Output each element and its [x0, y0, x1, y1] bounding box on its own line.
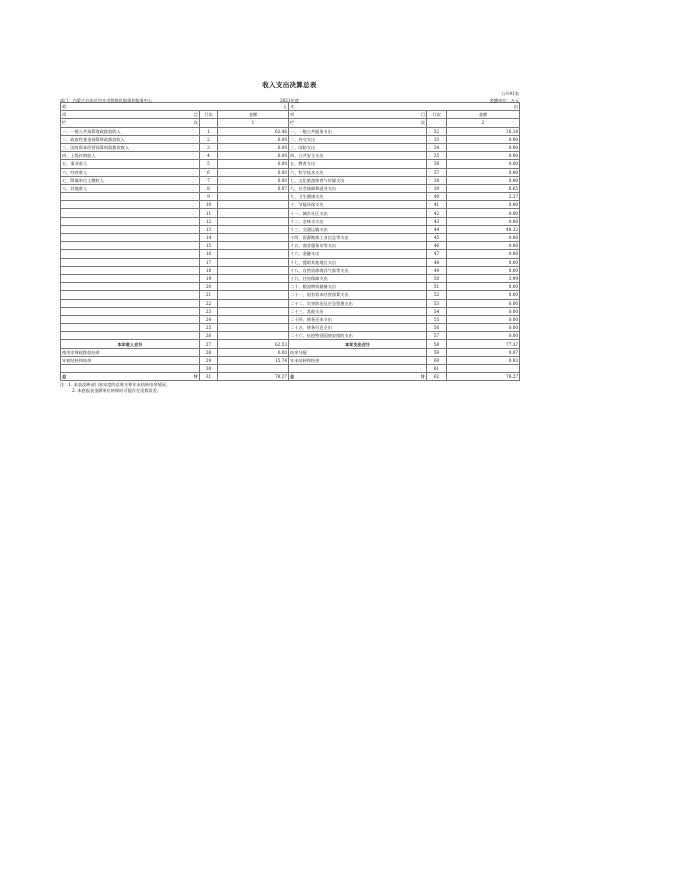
- income-line-no: 9: [200, 193, 218, 201]
- table-row: [61, 201, 520, 209]
- income-line-no: 7: [200, 176, 218, 184]
- extra-rows: [61, 348, 520, 373]
- income-section-label-2: 入: [282, 104, 288, 110]
- table-row: [61, 152, 520, 160]
- income-item-name: [61, 324, 200, 332]
- amount-header: 金额: [218, 111, 289, 119]
- expense-line-no: 33: [427, 135, 447, 143]
- income-amount: [218, 365, 289, 373]
- expense-line-no: 50: [427, 274, 447, 282]
- income-item-name: [61, 193, 200, 201]
- income-amount: [218, 299, 289, 307]
- expense-line-no: 32: [427, 127, 447, 135]
- summary-table: [60, 102, 520, 381]
- final-accounts-sheet: [60, 80, 519, 394]
- income-line-no: 2: [200, 135, 218, 143]
- expense-line-no: 53: [427, 299, 447, 307]
- income-line-no: 23: [200, 307, 218, 315]
- income-line-no: 22: [200, 299, 218, 307]
- income-item-name: [61, 299, 200, 307]
- expense-amount: 0.00: [447, 250, 520, 258]
- income-item-name: 四、上级补助收入: [61, 152, 200, 160]
- grand-total-in-label-2: 计: [193, 374, 198, 380]
- expense-item-name: 十四、资源勘探工业信息等支出: [289, 234, 427, 242]
- income-line-no: 12: [200, 217, 218, 225]
- expense-item-name: 六、科学技术支出: [289, 168, 427, 176]
- income-total-line: 27: [200, 340, 218, 348]
- table-row: [61, 258, 520, 266]
- table-row: [61, 365, 520, 373]
- income-amount: 0.00: [218, 143, 289, 151]
- income-amount: [218, 324, 289, 332]
- expense-item-name: 十五、商业服务业等支出: [289, 242, 427, 250]
- income-line-no: 13: [200, 225, 218, 233]
- expense-section-label: 支: [290, 104, 295, 110]
- expense-amount: 0.00: [447, 234, 520, 242]
- expense-amount: 0.00: [447, 168, 520, 176]
- table-row: [61, 283, 520, 291]
- expense-line-no: 35: [427, 152, 447, 160]
- table-row: [61, 315, 520, 323]
- grand-total-in-label: 总: [62, 374, 67, 380]
- income-item-name: 使用非财政拨款结余: [61, 348, 200, 356]
- expense-item-name: 十、节能环保支出: [289, 201, 427, 209]
- income-line-no: 16: [200, 250, 218, 258]
- income-amount: 0.00: [218, 348, 289, 356]
- expense-amount: 0.00: [447, 299, 520, 307]
- table-row: [61, 193, 520, 201]
- col-header: 栏: [62, 120, 67, 126]
- income-amount: [218, 225, 289, 233]
- income-line-no: 17: [200, 258, 218, 266]
- grand-total-row: [61, 373, 520, 381]
- expense-line-no: 42: [427, 209, 447, 217]
- table-row: [61, 143, 520, 151]
- income-item-name: [61, 250, 200, 258]
- item-header: 项: [62, 112, 67, 118]
- income-item-name: 七、附属单位上缴收入: [61, 176, 200, 184]
- table-row: [61, 209, 520, 217]
- expense-item-name: 十七、援助其他地区支出: [289, 258, 427, 266]
- expense-item-name: 十六、金融支出: [289, 250, 427, 258]
- item-header-exp: 项: [290, 112, 295, 118]
- income-amount: [218, 315, 289, 323]
- income-amount: 0.00: [218, 168, 289, 176]
- income-line-no: 14: [200, 234, 218, 242]
- expense-item-name: [289, 365, 427, 373]
- income-item-name: [61, 365, 200, 373]
- expense-line-no: 40: [427, 193, 447, 201]
- table-row: [61, 299, 520, 307]
- table-row: [61, 217, 520, 225]
- income-item-name: [61, 225, 200, 233]
- income-line-no: 18: [200, 266, 218, 274]
- table-row: [61, 168, 520, 176]
- income-line-no: 26: [200, 332, 218, 340]
- table-row: [61, 324, 520, 332]
- expense-amount: 0.07: [447, 348, 520, 356]
- income-line-no: 11: [200, 209, 218, 217]
- income-total-label: 本年收入合计: [61, 340, 200, 348]
- income-line-no: 19: [200, 274, 218, 282]
- header-row-col-index: [61, 119, 520, 127]
- income-item-name: 八、其他收入: [61, 184, 200, 192]
- expense-amount: 48.32: [447, 225, 520, 233]
- income-amount: [218, 234, 289, 242]
- table-row: [61, 274, 520, 282]
- unit-label: 金额单位：万元: [489, 98, 519, 103]
- expense-amount: 0.00: [447, 160, 520, 168]
- expense-item-name: 十八、自然资源海洋气象等支出: [289, 266, 427, 274]
- expense-item-name: 三、国防支出: [289, 143, 427, 151]
- income-item-name: [61, 234, 200, 242]
- totals: [61, 340, 520, 348]
- income-amount: 0.00: [218, 176, 289, 184]
- income-line-no: 3: [200, 143, 218, 151]
- expense-amount: 0.00: [447, 135, 520, 143]
- table-row: [61, 266, 520, 274]
- expense-line-no: 41: [427, 201, 447, 209]
- table-row: [61, 307, 520, 315]
- department-label: 部门：内蒙古自治区包头市铁路民航事业服务中心: [60, 98, 153, 103]
- table-row: [61, 160, 520, 168]
- expense-amount: 0.00: [447, 242, 520, 250]
- income-line-no: 6: [200, 168, 218, 176]
- expense-item-name: 十九、住房保障支出: [289, 274, 427, 282]
- expense-item-name: 二十、粮油物资储备支出: [289, 283, 427, 291]
- expense-line-no: 52: [427, 291, 447, 299]
- expense-total-line: 58: [427, 340, 447, 348]
- expense-amount: 0.00: [447, 315, 520, 323]
- table-row: [61, 250, 520, 258]
- table-row: [61, 184, 520, 192]
- expense-line-no: 34: [427, 143, 447, 151]
- income-amount: 0.00: [218, 160, 289, 168]
- income-item-name: [61, 315, 200, 323]
- footnote-1: 注：1. 本表反映部门本年度的总收支和年末结转结余情况。: [60, 382, 171, 388]
- expense-item-name: 九、卫生健康支出: [289, 193, 427, 201]
- expense-amount: 0.00: [447, 258, 520, 266]
- income-amount: [218, 332, 289, 340]
- income-amount: [218, 274, 289, 282]
- expense-item-name: 八、社会保障和就业支出: [289, 184, 427, 192]
- table-row: [61, 127, 520, 135]
- income-line-no: 20: [200, 283, 218, 291]
- income-line-no: 29: [200, 356, 218, 364]
- header-row-columns: [61, 111, 520, 119]
- expense-item-name: 年末结转和结余: [289, 356, 427, 364]
- income-line-no: 1: [200, 127, 218, 135]
- expense-amount: 6.65: [447, 184, 520, 192]
- expense-line-no: 49: [427, 266, 447, 274]
- expense-line-no: 44: [427, 225, 447, 233]
- expense-amount: [447, 365, 520, 373]
- form-number: 公开01表: [501, 91, 519, 96]
- sheet-meta: [60, 93, 519, 102]
- income-amount: [218, 242, 289, 250]
- expense-item-name: 二十四、债务还本支出: [289, 315, 427, 323]
- income-line-no: 5: [200, 160, 218, 168]
- footnote-2: 2. 本套报表金额单位转换时可能存在尾数误差。: [72, 388, 162, 394]
- expense-line-no: 43: [427, 217, 447, 225]
- income-total-amount: 62.53: [218, 340, 289, 348]
- expense-line-no: 36: [427, 160, 447, 168]
- table-row: [61, 135, 520, 143]
- footnotes: [60, 382, 519, 394]
- expense-item-name: 十三、交通运输支出: [289, 225, 427, 233]
- expense-line-no: 55: [427, 315, 447, 323]
- income-line-no: 10: [200, 201, 218, 209]
- expense-item-name: 四、公共安全支出: [289, 152, 427, 160]
- grand-total-ex-label-2: 计: [420, 374, 426, 380]
- income-item-name: 五、事业收入: [61, 160, 200, 168]
- col-header-exp: 栏: [290, 120, 295, 126]
- income-item-name: [61, 274, 200, 282]
- income-amount: [218, 283, 289, 291]
- income-item-name: 年初结转和结余: [61, 356, 200, 364]
- income-line-no: 21: [200, 291, 218, 299]
- income-item-name: [61, 307, 200, 315]
- expense-item-name: 二十三、其他支出: [289, 307, 427, 315]
- expense-item-name: 二十二、灾害防治及应急管理支出: [289, 299, 427, 307]
- expense-total-label: 本年支出合计: [289, 340, 427, 348]
- table-row: [61, 225, 520, 233]
- expense-item-name: 二十一、国有资本经营预算支出: [289, 291, 427, 299]
- income-item-name: [61, 258, 200, 266]
- line-no-header-exp: 行次: [427, 111, 447, 119]
- data-rows: [61, 127, 520, 340]
- income-amount: [218, 266, 289, 274]
- income-amount: [218, 291, 289, 299]
- table-row: [61, 332, 520, 340]
- expense-total-amount: 77.37: [447, 340, 520, 348]
- expense-line-no: 45: [427, 234, 447, 242]
- col-index-expense: 2: [447, 119, 520, 127]
- income-amount: 62.46: [218, 127, 289, 135]
- income-line-no: 15: [200, 242, 218, 250]
- income-amount: [218, 209, 289, 217]
- expense-line-no: 59: [427, 348, 447, 356]
- income-line-no: 30: [200, 365, 218, 373]
- expense-item-name: 十二、农林水支出: [289, 217, 427, 225]
- expense-line-no: 39: [427, 184, 447, 192]
- expense-amount: 3.99: [447, 274, 520, 282]
- expense-line-no: 48: [427, 258, 447, 266]
- table-row: [61, 242, 520, 250]
- expense-line-no: 54: [427, 307, 447, 315]
- expense-item-name: 二十六、抗疫特别国债安排的支出: [289, 332, 427, 340]
- expense-line-no: 51: [427, 283, 447, 291]
- income-item-name: [61, 283, 200, 291]
- expense-amount: 0.00: [447, 332, 520, 340]
- income-item-name: [61, 201, 200, 209]
- amount-header-exp: 金额: [447, 111, 520, 119]
- income-amount: [218, 250, 289, 258]
- expense-amount: 0.00: [447, 217, 520, 225]
- line-no-header: 行次: [200, 111, 218, 119]
- year-label: 2021年度: [279, 98, 300, 103]
- table-row: [61, 176, 520, 184]
- income-line-no: 25: [200, 324, 218, 332]
- income-item-name: 三、国有资本经营预算财政拨款收入: [61, 143, 200, 151]
- income-item-name: 一、一般公共预算财政拨款收入: [61, 127, 200, 135]
- expense-amount: 0.00: [447, 283, 520, 291]
- income-item-name: [61, 242, 200, 250]
- income-amount: 0.07: [218, 184, 289, 192]
- grand-total-ex-label: 总: [290, 374, 295, 380]
- expense-item-name: 二十五、债务付息支出: [289, 324, 427, 332]
- income-line-no: 8: [200, 184, 218, 192]
- income-line-no: 24: [200, 315, 218, 323]
- income-line-no: 4: [200, 152, 218, 160]
- income-section-label: 收: [62, 104, 67, 110]
- expense-line-no: 38: [427, 176, 447, 184]
- table-row: [61, 356, 520, 364]
- income-amount: 0.00: [218, 135, 289, 143]
- total-row: [61, 340, 520, 348]
- expense-amount: 2.27: [447, 193, 520, 201]
- expense-amount: 0.00: [447, 143, 520, 151]
- income-line-no: 28: [200, 348, 218, 356]
- expense-amount: 0.00: [447, 152, 520, 160]
- expense-section-label-2: 出: [513, 104, 519, 110]
- expense-item-name: 十一、城乡社区支出: [289, 209, 427, 217]
- table-row: [61, 234, 520, 242]
- item-header-2: 目: [193, 112, 198, 118]
- expense-amount: 0.00: [447, 324, 520, 332]
- income-item-name: [61, 217, 200, 225]
- expense-line-no: 61: [427, 365, 447, 373]
- grand-total-ex-amount: 78.27: [447, 373, 520, 381]
- income-amount: [218, 307, 289, 315]
- expense-item-name: 结余分配: [289, 348, 427, 356]
- expense-amount: 0.00: [447, 307, 520, 315]
- income-item-name: [61, 266, 200, 274]
- table-row: [61, 291, 520, 299]
- item-header-exp-2: 目: [420, 112, 426, 118]
- income-item-name: [61, 209, 200, 217]
- grand-total-in-line: 31: [200, 373, 218, 381]
- col-header-exp-2: 次: [420, 120, 426, 126]
- expense-amount: 0.83: [447, 356, 520, 364]
- expense-line-no: 57: [427, 332, 447, 340]
- grand-total-in-amount: 78.27: [218, 373, 289, 381]
- expense-line-no: 37: [427, 168, 447, 176]
- expense-amount: 0.00: [447, 201, 520, 209]
- expense-amount: 0.00: [447, 209, 520, 217]
- col-index-income: 1: [218, 119, 289, 127]
- expense-line-no: 60: [427, 356, 447, 364]
- expense-line-no: 56: [427, 324, 447, 332]
- expense-amount: 0.00: [447, 176, 520, 184]
- income-item-name: 二、政府性基金预算财政拨款收入: [61, 135, 200, 143]
- grand-total: [61, 373, 520, 381]
- expense-amount: 0.00: [447, 291, 520, 299]
- expense-item-name: 一、一般公共服务支出: [289, 127, 427, 135]
- income-amount: [218, 258, 289, 266]
- expense-item-name: 五、教育支出: [289, 160, 427, 168]
- income-amount: 15.74: [218, 356, 289, 364]
- income-item-name: [61, 332, 200, 340]
- income-amount: [218, 217, 289, 225]
- income-amount: 0.00: [218, 152, 289, 160]
- income-amount: [218, 193, 289, 201]
- page-title: 收入支出决算总表: [262, 81, 317, 89]
- income-item-name: 六、经营收入: [61, 168, 200, 176]
- income-amount: [218, 201, 289, 209]
- expense-item-name: 七、文化旅游体育与传媒支出: [289, 176, 427, 184]
- expense-line-no: 46: [427, 242, 447, 250]
- expense-line-no: 47: [427, 250, 447, 258]
- col-header-2: 次: [193, 120, 198, 126]
- expense-amount: 0.00: [447, 266, 520, 274]
- expense-amount: 16.18: [447, 127, 520, 135]
- table-row: [61, 348, 520, 356]
- expense-item-name: 二、外交支出: [289, 135, 427, 143]
- grand-total-ex-line: 62: [427, 373, 447, 381]
- income-item-name: [61, 291, 200, 299]
